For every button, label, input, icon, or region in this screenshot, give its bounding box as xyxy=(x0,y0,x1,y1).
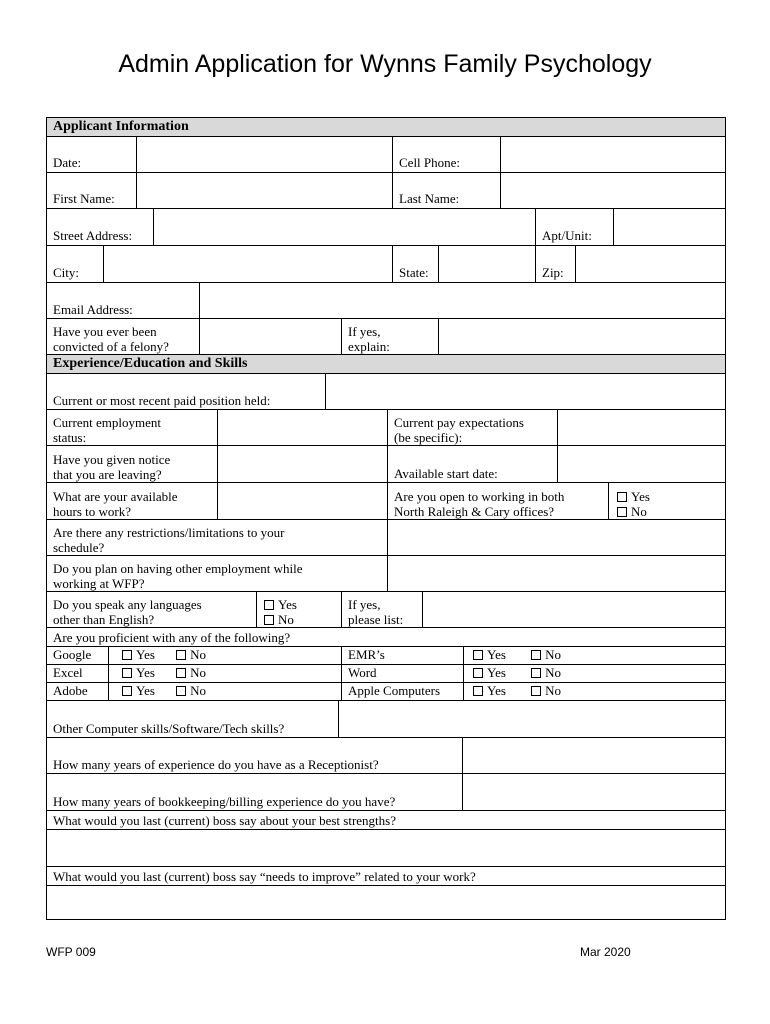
checkbox-icon[interactable] xyxy=(122,686,132,696)
employment-status-field[interactable] xyxy=(217,409,387,445)
last-name-field[interactable] xyxy=(500,172,726,208)
first-name-field[interactable] xyxy=(136,172,392,208)
street-field[interactable] xyxy=(153,208,535,245)
checkbox-icon[interactable] xyxy=(122,650,132,660)
position-label: Current or most recent paid position held: xyxy=(53,393,271,408)
restrictions-field[interactable] xyxy=(387,519,726,555)
application-form xyxy=(46,117,726,920)
hours-label: What are your available hours to work? xyxy=(53,489,178,519)
word-no-option[interactable]: No xyxy=(531,665,561,680)
checkbox-icon[interactable] xyxy=(176,668,186,678)
offices-no-option[interactable]: No xyxy=(617,504,726,519)
start-date-field[interactable] xyxy=(557,445,726,482)
start-date-label: Available start date: xyxy=(387,445,557,482)
first-name-label: First Name: xyxy=(53,191,115,206)
bookkeeping-label: How many years of bookkeeping/billing experience do you have? xyxy=(53,794,396,809)
felony-field[interactable] xyxy=(199,318,341,354)
explain-label: If yes, explain: xyxy=(341,318,438,354)
receptionist-label: How many years of experience do you have as a Receptionist? xyxy=(53,757,379,772)
apt-field[interactable] xyxy=(613,208,726,245)
notice-label: Have you given notice that you are leaving? xyxy=(53,452,171,482)
strengths-label: What would you last (current) boss say about your best strengths? xyxy=(53,813,396,828)
section-header-applicant: Applicant Information xyxy=(47,118,725,136)
software-adobe-options xyxy=(108,683,341,701)
improve-field[interactable] xyxy=(47,885,726,920)
strengths-field[interactable] xyxy=(47,829,726,867)
other-employment-field[interactable] xyxy=(387,555,726,591)
offices-label: Are you open to working in both North Raleigh & Cary offices? xyxy=(387,482,608,519)
pay-expectations-label: Current pay expectations (be specific): xyxy=(387,409,557,445)
offices-yes-option[interactable]: Yes xyxy=(617,489,726,504)
notice-field[interactable] xyxy=(217,445,387,482)
email-label: Email Address: xyxy=(53,302,133,317)
other-skills-field[interactable] xyxy=(338,700,726,737)
felony-label: Have you ever been convicted of a felony? xyxy=(53,324,169,354)
position-field[interactable] xyxy=(325,373,726,409)
checkbox-icon[interactable] xyxy=(473,686,483,696)
street-label: Street Address: xyxy=(53,228,133,243)
emr-no-option[interactable]: No xyxy=(531,647,561,662)
checkbox-icon[interactable] xyxy=(473,650,483,660)
adobe-no-option[interactable]: No xyxy=(176,683,206,698)
section-header-experience: Experience/Education and Skills xyxy=(47,355,725,373)
bookkeeping-field[interactable] xyxy=(462,773,726,810)
languages-label: Do you speak any languages other than English? xyxy=(53,597,202,627)
adobe-yes-option[interactable]: Yes xyxy=(122,683,155,698)
languages-yes-option[interactable]: Yes xyxy=(264,597,341,612)
software-excel-options xyxy=(108,665,341,683)
checkbox-icon[interactable] xyxy=(264,600,274,610)
software-apple-label: Apple Computers xyxy=(341,683,463,701)
zip-field[interactable] xyxy=(575,245,726,282)
checkbox-icon[interactable] xyxy=(617,507,627,517)
checkbox-icon[interactable] xyxy=(531,650,541,660)
languages-list-label: If yes, please list: xyxy=(341,591,422,627)
email-field[interactable] xyxy=(199,282,726,318)
state-field[interactable] xyxy=(438,245,535,282)
software-excel-label: Excel xyxy=(53,665,83,680)
emr-yes-option[interactable]: Yes xyxy=(473,647,506,662)
restrictions-label: Are there any restrictions/limitations to your schedule? xyxy=(53,525,285,555)
zip-label: Zip: xyxy=(535,245,575,282)
software-emr-options xyxy=(463,647,726,665)
languages-options xyxy=(256,591,341,627)
date-field[interactable] xyxy=(136,136,392,172)
software-emr-label: EMR’s xyxy=(341,647,463,665)
software-adobe-label: Adobe xyxy=(53,683,88,698)
hours-field[interactable] xyxy=(217,482,387,519)
google-yes-option[interactable]: Yes xyxy=(122,647,155,662)
software-google-options xyxy=(108,647,341,665)
languages-no-option[interactable]: No xyxy=(264,612,341,627)
excel-no-option[interactable]: No xyxy=(176,665,206,680)
other-employment-label: Do you plan on having other employment while working at WFP? xyxy=(53,561,303,591)
software-word-options xyxy=(463,665,726,683)
word-yes-option[interactable]: Yes xyxy=(473,665,506,680)
checkbox-icon[interactable] xyxy=(617,492,627,502)
apple-yes-option[interactable]: Yes xyxy=(473,683,506,698)
checkbox-icon[interactable] xyxy=(473,668,483,678)
city-label: City: xyxy=(53,265,80,280)
apple-no-option[interactable]: No xyxy=(531,683,561,698)
last-name-label: Last Name: xyxy=(392,172,500,208)
software-apple-options xyxy=(463,683,726,701)
date-label: Date: xyxy=(53,155,82,170)
checkbox-icon[interactable] xyxy=(531,668,541,678)
checkbox-icon[interactable] xyxy=(264,615,274,625)
explain-field[interactable] xyxy=(438,318,726,354)
checkbox-icon[interactable] xyxy=(176,650,186,660)
checkbox-icon[interactable] xyxy=(122,668,132,678)
offices-options xyxy=(608,482,726,519)
cell-phone-field[interactable] xyxy=(500,136,726,172)
receptionist-field[interactable] xyxy=(462,737,726,773)
software-word-label: Word xyxy=(341,665,463,683)
cell-phone-label: Cell Phone: xyxy=(392,136,500,172)
other-skills-label: Other Computer skills/Software/Tech skills? xyxy=(53,721,285,736)
form-code: WFP 009 xyxy=(46,945,96,959)
employment-status-label: Current employment status: xyxy=(53,415,161,445)
checkbox-icon[interactable] xyxy=(176,686,186,696)
improve-label: What would you last (current) boss say “needs to improve” related to your work? xyxy=(53,869,476,884)
google-no-option[interactable]: No xyxy=(176,647,206,662)
city-field[interactable] xyxy=(103,245,392,282)
pay-expectations-field[interactable] xyxy=(557,409,726,445)
state-label: State: xyxy=(392,245,438,282)
excel-yes-option[interactable]: Yes xyxy=(122,665,155,680)
form-date: Mar 2020 xyxy=(580,945,631,959)
checkbox-icon[interactable] xyxy=(531,686,541,696)
proficient-label: Are you proficient with any of the following? xyxy=(53,630,291,645)
languages-list-field[interactable] xyxy=(422,591,726,627)
apt-label: Apt/Unit: xyxy=(535,208,613,245)
page-title: Admin Application for Wynns Family Psychology xyxy=(118,50,652,78)
software-google-label: Google xyxy=(53,647,92,662)
